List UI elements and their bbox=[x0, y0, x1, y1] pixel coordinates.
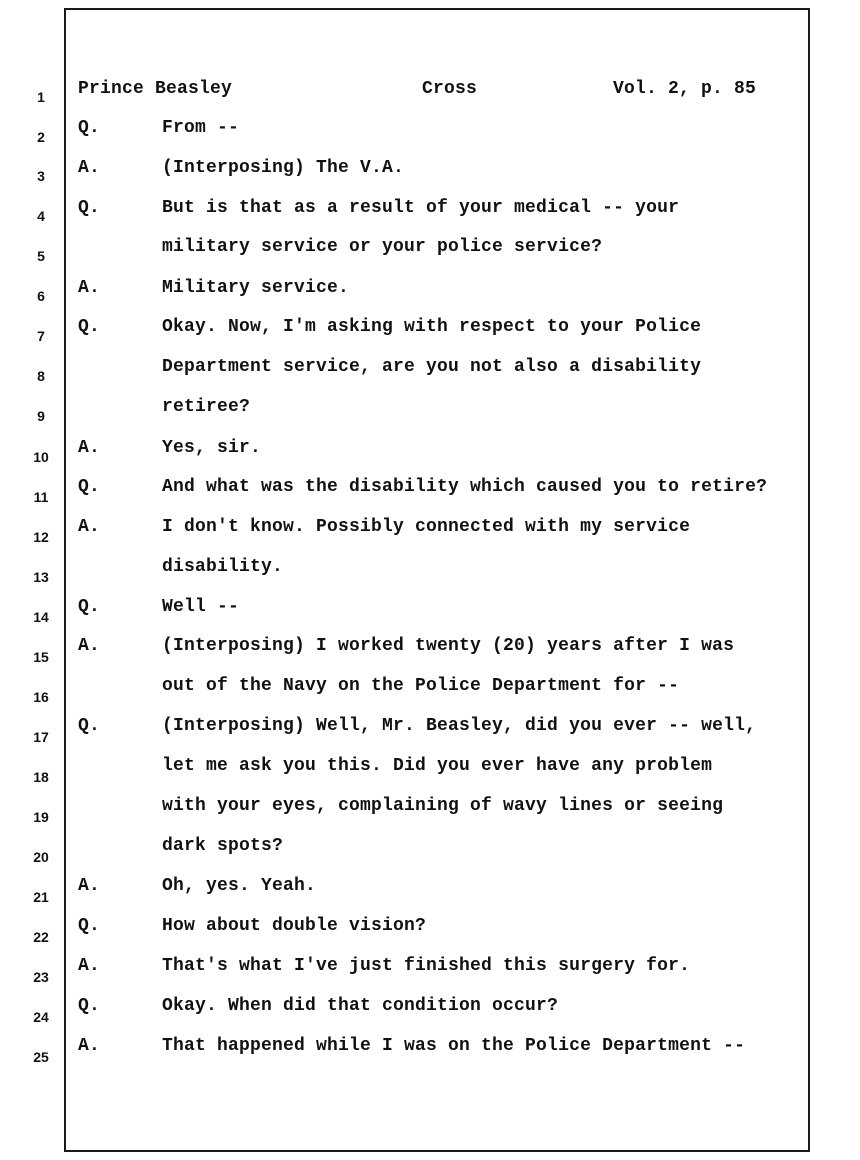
speaker-label: A. bbox=[78, 278, 101, 298]
speaker-label: A. bbox=[78, 636, 101, 656]
line-text: And what was the disability which caused you to retire? bbox=[162, 477, 768, 497]
line-number: 25 bbox=[33, 1049, 49, 1065]
speaker-label: Q. bbox=[78, 118, 101, 138]
speaker-label: Q. bbox=[78, 597, 101, 617]
volume-page: Vol. 2, p. 85 bbox=[613, 79, 757, 99]
speaker-label: A. bbox=[78, 158, 101, 178]
line-number: 13 bbox=[33, 569, 49, 585]
line-number: 12 bbox=[33, 529, 49, 545]
line-number: 24 bbox=[33, 1009, 49, 1025]
line-text: let me ask you this. Did you ever have any problem bbox=[162, 756, 713, 776]
line-text: retiree? bbox=[162, 397, 251, 417]
line-number: 21 bbox=[33, 889, 49, 905]
line-number: 2 bbox=[37, 129, 45, 145]
line-text: (Interposing) The V.A. bbox=[162, 158, 405, 178]
line-number: 17 bbox=[33, 729, 49, 745]
line-text: Okay. When did that condition occur? bbox=[162, 996, 559, 1016]
line-number: 19 bbox=[33, 809, 49, 825]
line-text: Okay. Now, I'm asking with respect to your Police bbox=[162, 317, 702, 337]
line-text: disability. bbox=[162, 557, 284, 577]
line-text: (Interposing) Well, Mr. Beasley, did you ever -- well, bbox=[162, 716, 757, 736]
line-number: 4 bbox=[37, 208, 45, 224]
line-text: How about double vision? bbox=[162, 916, 427, 936]
speaker-label: Q. bbox=[78, 716, 101, 736]
line-number: 20 bbox=[33, 849, 49, 865]
line-text: Oh, yes. Yeah. bbox=[162, 876, 317, 896]
line-number: 7 bbox=[37, 328, 45, 344]
witness-name: Prince Beasley bbox=[78, 79, 233, 99]
line-text: I don't know. Possibly connected with my service bbox=[162, 517, 691, 537]
line-text: Yes, sir. bbox=[162, 438, 262, 458]
line-number: 16 bbox=[33, 689, 49, 705]
line-number: 1 bbox=[37, 89, 45, 105]
speaker-label: A. bbox=[78, 1036, 101, 1056]
line-number: 8 bbox=[37, 368, 45, 384]
line-text: That's what I've just finished this surgery for. bbox=[162, 956, 691, 976]
speaker-label: Q. bbox=[78, 317, 101, 337]
line-text: That happened while I was on the Police Department -- bbox=[162, 1036, 746, 1056]
line-text: (Interposing) I worked twenty (20) years after I was bbox=[162, 636, 735, 656]
line-number: 10 bbox=[33, 449, 49, 465]
speaker-label: Q. bbox=[78, 916, 101, 936]
exam-type: Cross bbox=[422, 79, 478, 99]
line-text: Military service. bbox=[162, 278, 350, 298]
line-number: 3 bbox=[37, 168, 45, 184]
line-number: 11 bbox=[33, 489, 49, 505]
line-text: out of the Navy on the Police Department for -- bbox=[162, 676, 680, 696]
speaker-label: Q. bbox=[78, 477, 101, 497]
line-text: with your eyes, complaining of wavy lines or seeing bbox=[162, 796, 724, 816]
line-number: 5 bbox=[37, 248, 45, 264]
speaker-label: A. bbox=[78, 438, 101, 458]
line-number: 9 bbox=[37, 408, 45, 424]
line-text: dark spots? bbox=[162, 836, 284, 856]
line-text: military service or your police service? bbox=[162, 237, 603, 257]
line-number: 18 bbox=[33, 769, 49, 785]
line-number: 14 bbox=[33, 609, 49, 625]
line-number: 6 bbox=[37, 288, 45, 304]
transcript-page-frame bbox=[64, 8, 810, 1152]
line-number: 15 bbox=[33, 649, 49, 665]
line-text: From -- bbox=[162, 118, 240, 138]
line-number: 22 bbox=[33, 929, 49, 945]
line-number: 23 bbox=[33, 969, 49, 985]
line-text: Department service, are you not also a disability bbox=[162, 357, 702, 377]
speaker-label: A. bbox=[78, 876, 101, 896]
line-text: Well -- bbox=[162, 597, 240, 617]
speaker-label: A. bbox=[78, 517, 101, 537]
speaker-label: A. bbox=[78, 956, 101, 976]
speaker-label: Q. bbox=[78, 198, 101, 218]
line-text: But is that as a result of your medical -- your bbox=[162, 198, 680, 218]
speaker-label: Q. bbox=[78, 996, 101, 1016]
